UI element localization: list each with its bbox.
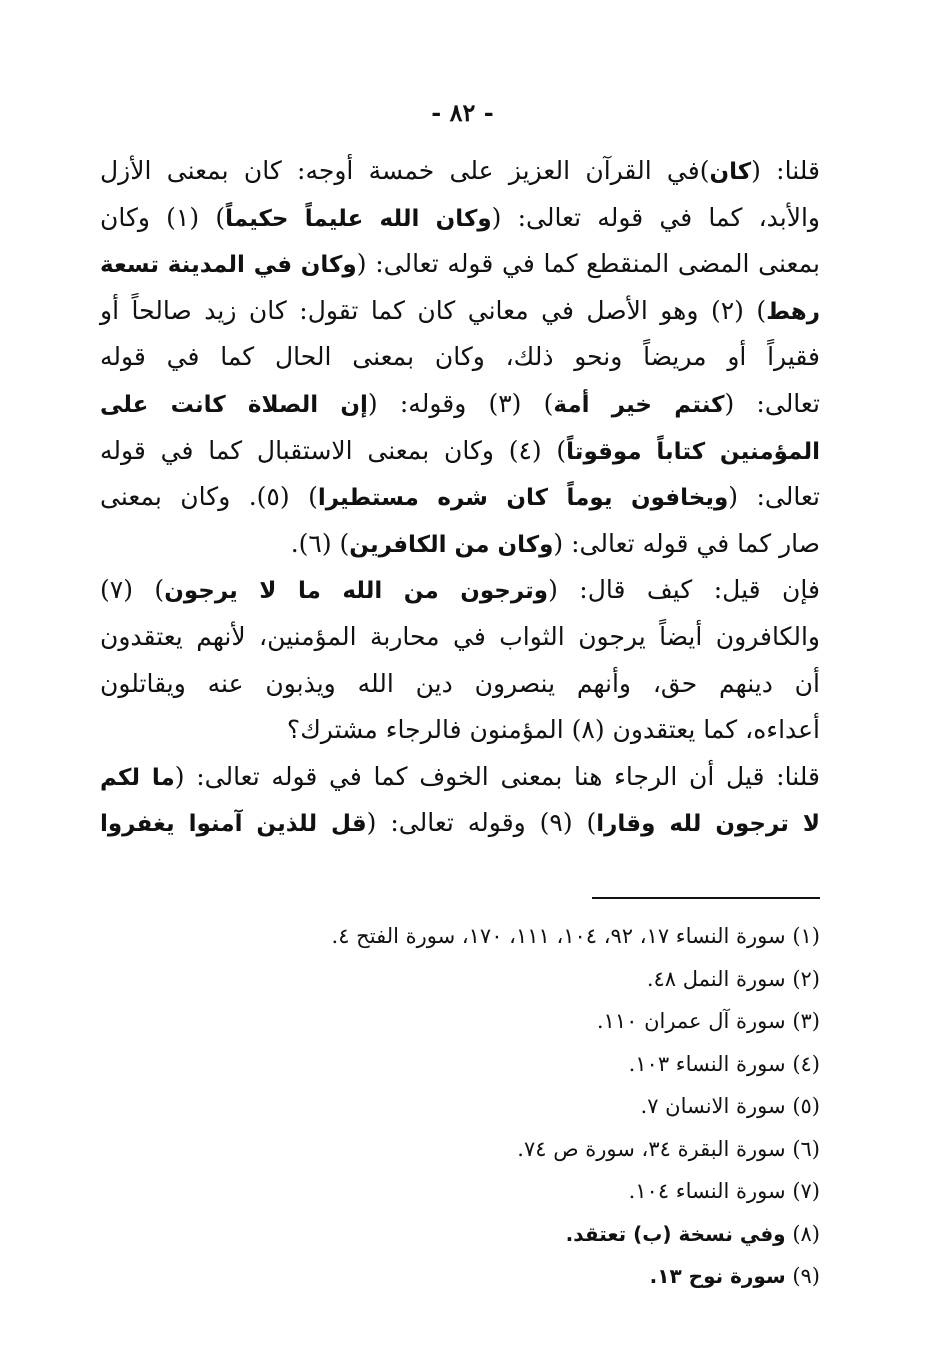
footnote-text: سورة البقرة ٣٤، سورة ص ٧٤.: [517, 1136, 786, 1161]
text-segment: ) (٤) وكان بمعنى الاستقبال كما في قوله: [100, 435, 567, 465]
quran-quote: وترجون من الله ما لا يرجون: [164, 578, 549, 605]
text-line: [100, 474, 820, 521]
footnote: [200, 915, 820, 958]
text-segment: ) (٢) وهو الأصل في معاني كان كما تقول: كان زيد صالحاً أو: [100, 295, 767, 325]
quran-quote: وكان الله عليماً حكيماً: [225, 205, 492, 232]
page-number: - ٨٢ -: [431, 98, 494, 127]
quran-quote: ويخافون يوماً كان شره مستطيرا: [317, 485, 729, 512]
footnote-text: سورة آل عمران ١١٠.: [596, 1009, 786, 1033]
text-segment: أن دينهم حق، وأنهم ينصرون دين الله ويذبون عنه ويقاتلون: [100, 668, 820, 698]
text-line: [100, 148, 820, 195]
footnote-number: (٥): [792, 1094, 820, 1118]
footnote: [200, 1255, 820, 1298]
footnote: [200, 1170, 820, 1213]
footnote: [200, 1128, 820, 1171]
footnotes-list: [200, 915, 820, 1298]
text-segment: والأبد، كما في قوله تعالى: (: [491, 202, 820, 232]
footnote-text: سورة النمل ٤٨.: [646, 966, 786, 991]
text-line: [100, 195, 820, 242]
footnote: [200, 958, 820, 1001]
text-line: [100, 567, 820, 614]
text-segment: ) (٦).: [290, 528, 350, 558]
text-segment: ) (٥). وكان بمعنى: [100, 482, 318, 512]
quran-quote: ما لكم: [100, 764, 175, 791]
text-line: [100, 428, 820, 475]
text-line: [100, 614, 820, 661]
text-segment: ) (٧): [100, 575, 165, 605]
text-segment: والكافرون أيضاً يرجون الثواب في محاربة المؤمنين، لأنهم يعتقدون: [100, 621, 820, 651]
footnote-text: سورة الانسان ٧.: [640, 1094, 786, 1118]
footnote-number: (٩): [792, 1264, 820, 1288]
footnote-number: (٧): [792, 1179, 820, 1203]
text-segment: )في القرآن العزيز على خمسة أوجه: كان بمعنى الأزل: [100, 156, 710, 185]
quran-quote: وكان في المدينة تسعة: [100, 252, 357, 279]
quran-quote: لا ترجون لله وقارا: [596, 811, 821, 838]
footnote-number: (٤): [792, 1051, 820, 1076]
text-segment: فإن قيل: كيف قال: (: [548, 575, 820, 605]
quran-quote: المؤمنين كتاباً موقوتاً: [566, 438, 820, 465]
quran-quote: قل للذين آمنوا يغفروا: [100, 811, 367, 838]
text-segment: تعالى: (: [728, 482, 820, 512]
footnote-number: (٨): [792, 1221, 820, 1246]
footnote-text: سورة النساء ١٠٣.: [628, 1051, 786, 1076]
main-text: [100, 148, 820, 847]
text-line: [100, 754, 820, 801]
text-line: [100, 288, 820, 335]
footnote: [200, 1085, 820, 1128]
text-segment: ) (٩) وقوله تعالى: (: [366, 808, 597, 838]
footnote-text: سورة النساء ١٠٤.: [628, 1179, 786, 1203]
footnote-number: (٢): [792, 966, 820, 991]
footnote: [200, 1213, 820, 1256]
quran-quote: كان: [709, 159, 752, 185]
footnote-number: (٦): [792, 1136, 820, 1161]
footnote-text: سورة النساء ١٧، ٩٢، ١٠٤، ١١١، ١٧٠، سورة الفتح ٤.: [331, 924, 786, 948]
footnote-divider: [592, 897, 820, 899]
text-segment: قلنا: (: [751, 156, 820, 185]
text-segment: ) (٣) وقوله: (: [367, 388, 554, 418]
text-segment: فقيراً أو مريضاً ونحو ذلك، وكان بمعنى الحال كما في قوله: [100, 342, 820, 372]
quran-quote: إن الصلاة كانت على: [100, 391, 368, 418]
text-segment: قلنا: قيل أن الرجاء هنا بمعنى الخوف كما في قوله تعالى: (: [174, 761, 820, 791]
text-segment: بمعنى المضى المنقطع كما في قوله تعالى: (: [356, 249, 820, 279]
footnote-text: وفي نسخة (ب) تعتقد.: [565, 1221, 786, 1246]
text-segment: صار كما في قوله تعالى: (: [553, 528, 820, 558]
text-line: [100, 800, 820, 847]
footnote-number: (٣): [792, 1009, 820, 1033]
text-segment: تعالى: (: [724, 388, 820, 418]
footnote: [200, 1000, 820, 1043]
text-line: [100, 334, 820, 381]
footnote: [200, 1043, 820, 1086]
quran-quote: رهط: [766, 298, 820, 325]
text-segment: أعداءه، كما يعتقدون (٨) المؤمنون فالرجاء مشترك؟: [286, 715, 820, 745]
quran-quote: كنتم خير أمة: [553, 391, 725, 418]
text-line: [100, 661, 820, 708]
text-line: [100, 521, 820, 568]
text-line: [100, 241, 820, 288]
text-line: [100, 707, 820, 754]
text-line: [100, 381, 820, 428]
text-segment: ) (١) وكان: [100, 202, 226, 232]
quran-quote: وكان من الكافرين: [349, 531, 554, 558]
footnote-number: (١): [792, 924, 820, 948]
footnote-text: سورة نوح ١٣.: [649, 1264, 786, 1288]
